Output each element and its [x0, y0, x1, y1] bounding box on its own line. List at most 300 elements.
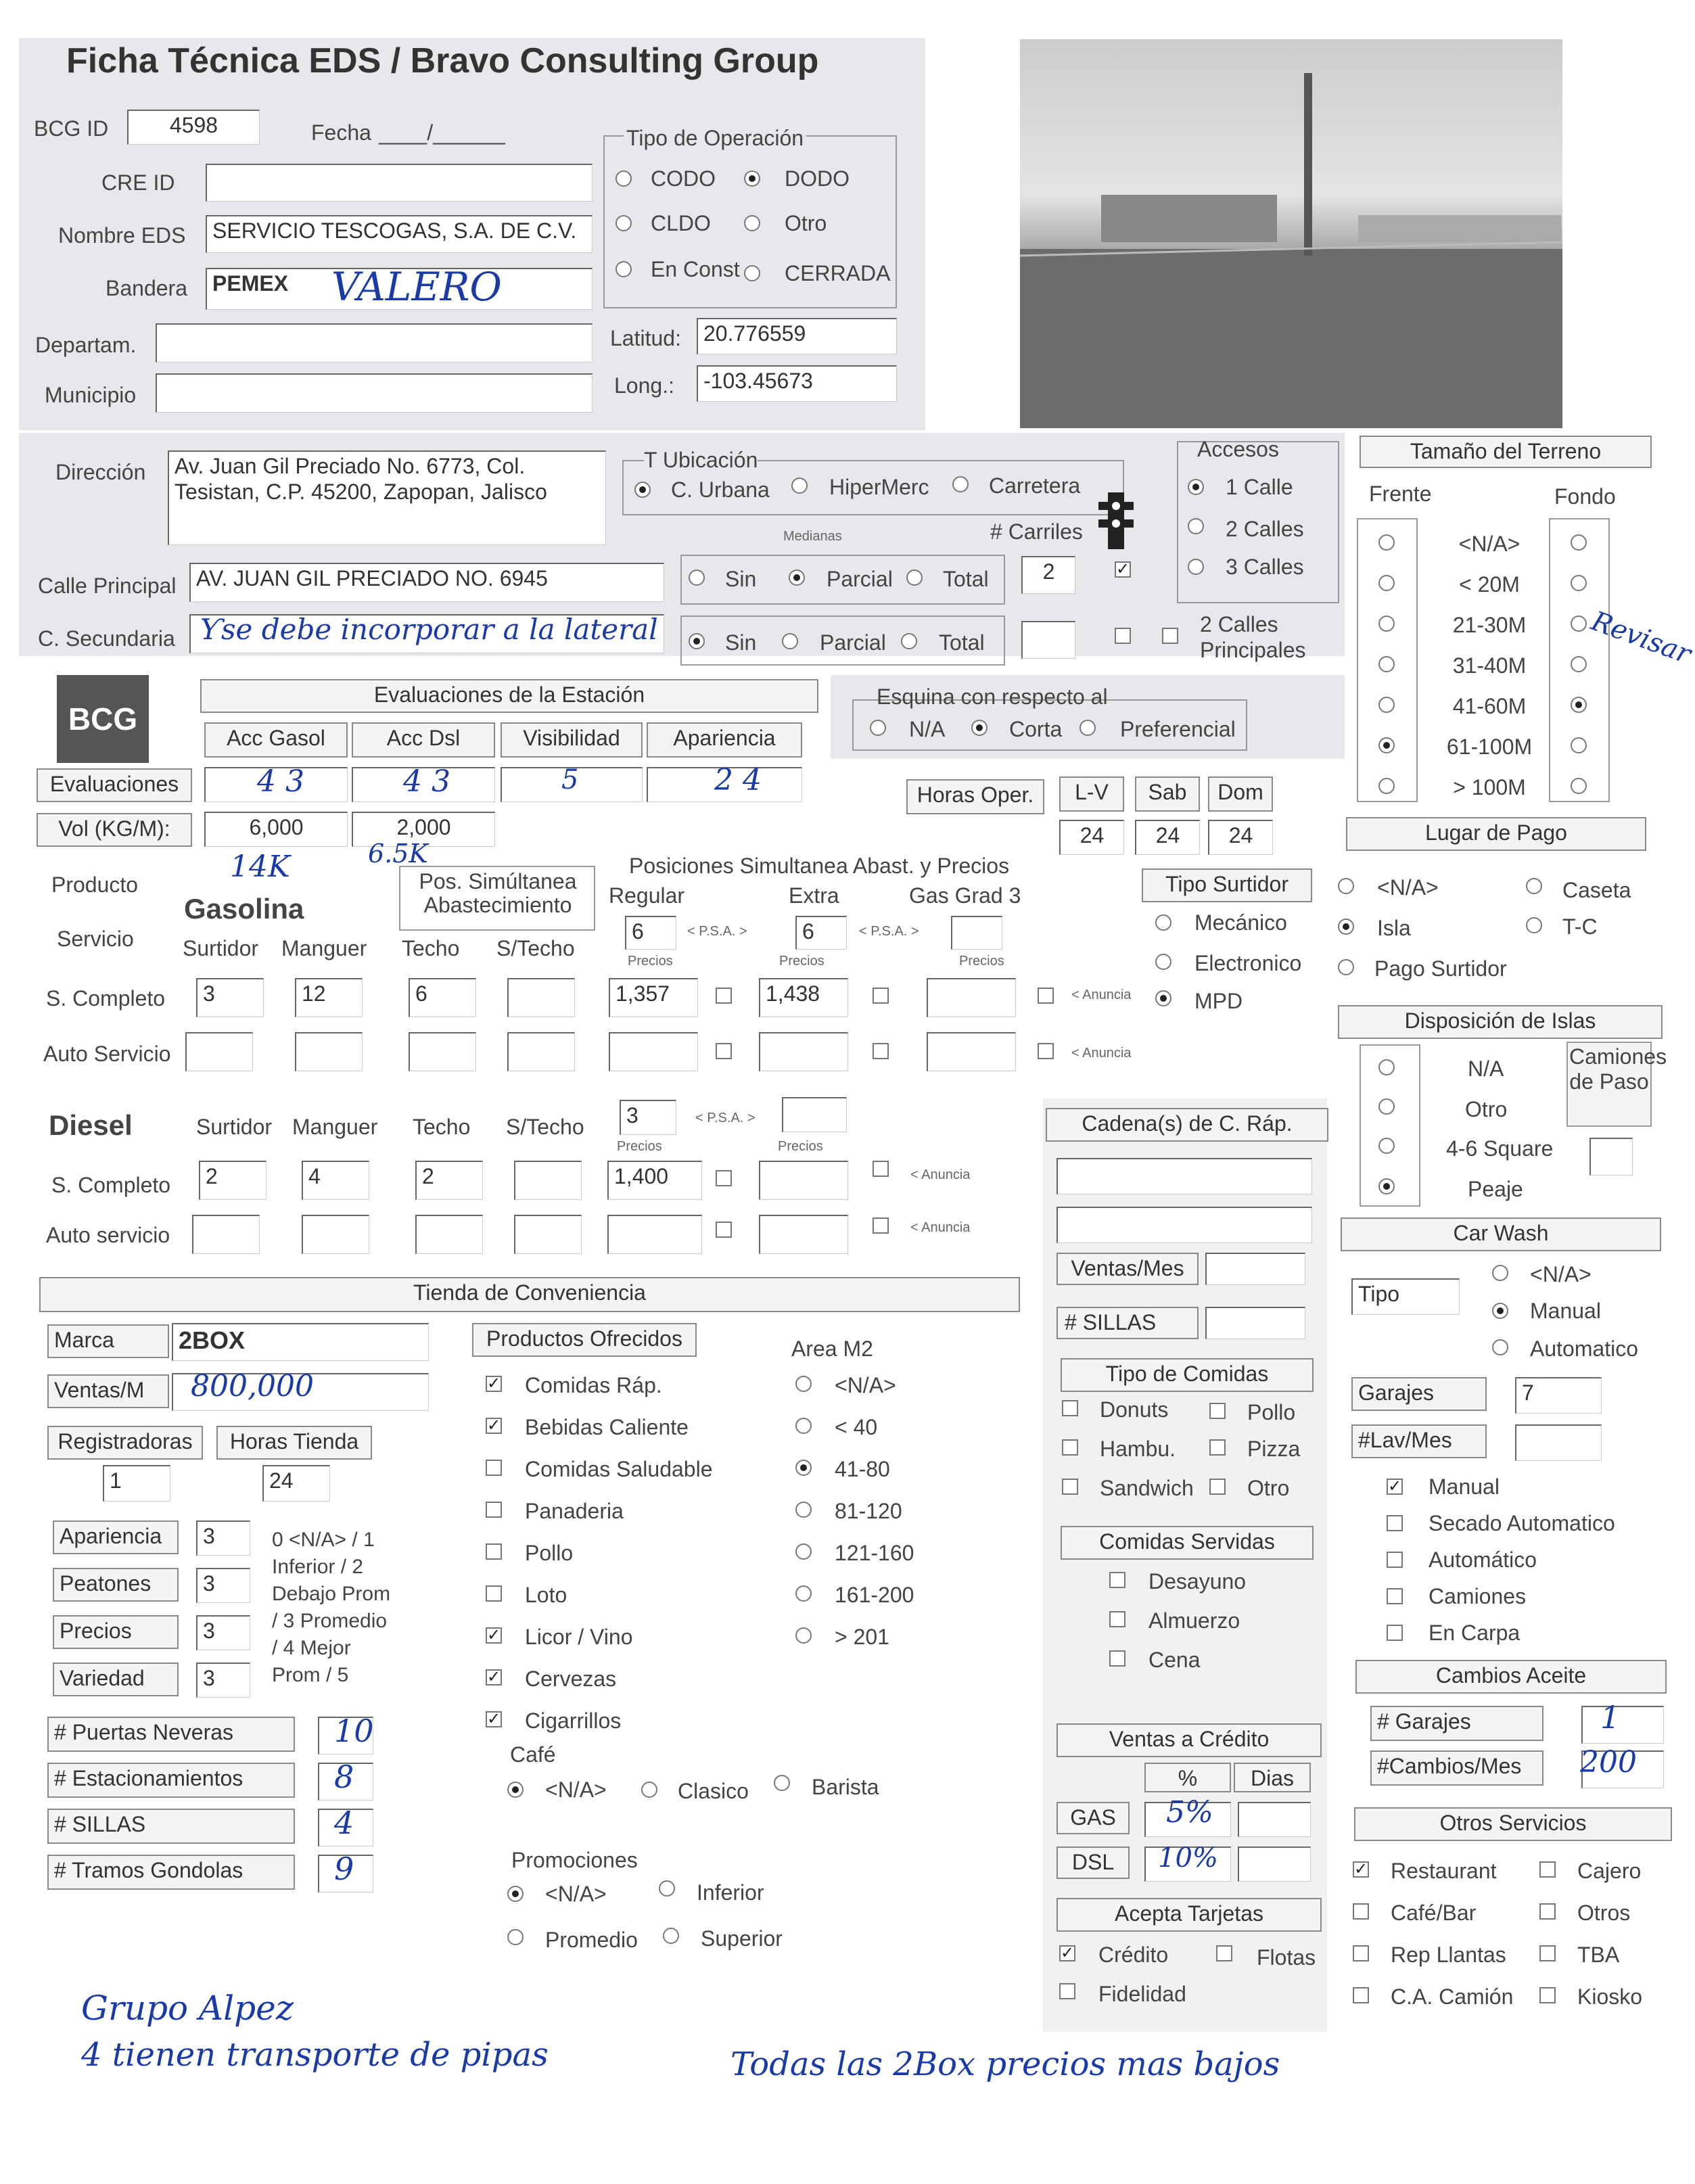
pago-isla-label: Isla — [1377, 916, 1411, 940]
cs-sin-radio[interactable] — [689, 633, 705, 649]
camiones-paso-label: Camiones de Paso — [1569, 1044, 1667, 1094]
pago-tc-radio[interactable] — [1526, 917, 1542, 933]
cs-total-radio[interactable] — [901, 633, 917, 649]
producto-panaderia-checkbox[interactable] — [486, 1502, 502, 1518]
producto-label: Panaderia — [525, 1499, 624, 1523]
gas-as-regular-price[interactable] — [609, 1032, 698, 1071]
accesos-2principales-label: 2 Calles Principales — [1200, 612, 1306, 663]
gas-sc-stecho[interactable] — [507, 978, 575, 1017]
tipo-comida-pizza-checkbox[interactable] — [1209, 1439, 1226, 1456]
vol-diesel-note: 6.5K — [368, 839, 428, 868]
dsl-as-price2[interactable] — [759, 1215, 848, 1254]
fondo-radio-21-30m[interactable] — [1571, 615, 1587, 632]
rating-scale-line: Debajo Prom — [272, 1583, 391, 1605]
eval-col-accgasol: Acc Gasol — [204, 722, 348, 758]
otros-item-label: Restaurant — [1391, 1859, 1497, 1883]
gasolina-title: Gasolina — [184, 893, 304, 925]
credito-gas-dias[interactable] — [1238, 1802, 1311, 1837]
promo-na-radio[interactable] — [507, 1886, 524, 1902]
dsl-as-manguer[interactable] — [302, 1215, 369, 1254]
accesos-label: Accesos — [1197, 437, 1279, 461]
esquina-preferencial-label: Preferencial — [1120, 717, 1236, 741]
count-hand-value: 4 — [334, 1805, 354, 1841]
ubicacion-carretera-radio[interactable] — [952, 476, 969, 492]
islas-square-radio[interactable] — [1378, 1138, 1395, 1154]
producto-licor-vino-checkbox[interactable]: ✓ — [487, 1626, 501, 1644]
area-161-200-radio[interactable] — [795, 1585, 812, 1602]
gas-sc-surtidor[interactable]: 3 — [196, 978, 264, 1017]
otros-caf-bar-checkbox[interactable] — [1353, 1903, 1369, 1920]
accesos-2calles-label: 2 Calles — [1226, 517, 1304, 541]
car-wash-header: Car Wash — [1341, 1217, 1661, 1251]
pago-caseta-radio[interactable] — [1526, 878, 1542, 894]
comida-servida-label: Cena — [1148, 1648, 1201, 1672]
count-label: # Estacionamientos — [47, 1763, 295, 1798]
rating-scale-line: / 3 Promedio — [272, 1610, 388, 1632]
islas-otro-radio[interactable] — [1378, 1098, 1395, 1115]
surtidor-electronico-radio[interactable] — [1155, 954, 1171, 970]
aceite-cambios-label: #Cambios/Mes — [1370, 1750, 1543, 1786]
gas-sc-regular-anuncia[interactable] — [716, 988, 732, 1004]
vol-gasolina-field[interactable]: 6,000 — [204, 812, 348, 847]
tarjeta-credito-label: Crédito — [1098, 1943, 1169, 1967]
pago-na-radio[interactable] — [1338, 878, 1354, 894]
cs-parcial-label: Parcial — [820, 630, 886, 655]
islas-otro-label: Otro — [1465, 1097, 1508, 1121]
gas-as-extra-anuncia[interactable] — [873, 1043, 889, 1059]
regular-pos-field[interactable]: 6 — [625, 916, 676, 950]
operacion-label: Tipo de Operación — [624, 126, 806, 151]
horas-tienda-field[interactable]: 24 — [262, 1465, 330, 1502]
comida-servida-almuerzo-checkbox[interactable] — [1109, 1611, 1125, 1627]
frente-radio-31-40m[interactable] — [1378, 656, 1395, 672]
gas-sc-grad3-price[interactable] — [927, 978, 1016, 1017]
vol-row-label: Vol (KG/M): — [37, 813, 192, 847]
credito-dsl-pct-hand: 10% — [1158, 1842, 1218, 1874]
tipo-comidas-header: Tipo de Comidas — [1061, 1358, 1314, 1392]
grad3-pos-field[interactable] — [951, 916, 1002, 950]
carriles-label: # Carriles — [990, 519, 1083, 544]
rating-label: Precios — [53, 1615, 179, 1649]
horas-sab-field[interactable]: 24 — [1135, 820, 1200, 855]
cp-parcial-label: Parcial — [827, 567, 893, 591]
dsl-as-anuncia2[interactable] — [873, 1217, 889, 1234]
terreno-row-label: 31-40M — [1452, 653, 1527, 678]
cw-manual-label: Manual — [1530, 1299, 1601, 1323]
departam-label: Departam. — [35, 333, 137, 357]
cw-na-radio[interactable] — [1492, 1265, 1508, 1281]
eval-col-accdsl: Acc Dsl — [352, 722, 495, 758]
producto-bebidas-caliente-checkbox[interactable]: ✓ — [487, 1416, 501, 1435]
op-codo-radio[interactable] — [616, 170, 632, 187]
accesos-1calle-radio[interactable] — [1188, 479, 1204, 495]
rating-precios-field[interactable]: 3 — [196, 1615, 250, 1650]
esquina-corta-label: Corta — [1009, 717, 1063, 741]
cw-lav-field[interactable] — [1515, 1424, 1602, 1461]
surtidor-mpd-label: MPD — [1194, 989, 1243, 1013]
gas-sc-extra-anuncia[interactable] — [873, 988, 889, 1004]
gas-as-anuncia-label: < Anuncia — [1071, 1046, 1132, 1061]
registradoras-field[interactable]: 1 — [103, 1465, 170, 1502]
dsl-sc-price2[interactable] — [759, 1161, 848, 1200]
otros-cajero-checkbox[interactable] — [1539, 1861, 1556, 1878]
departam-field[interactable] — [156, 323, 593, 363]
rating-scale-line: Prom / 5 — [272, 1664, 349, 1686]
gas-sc-manguer[interactable]: 12 — [295, 978, 363, 1017]
cw-automatico-label: Automatico — [1530, 1337, 1639, 1361]
frente-label: Frente — [1369, 482, 1432, 506]
pago-surtidor-radio[interactable] — [1338, 959, 1354, 975]
cafe-barista-radio[interactable] — [774, 1775, 790, 1791]
extra-pos-field[interactable]: 6 — [795, 916, 847, 950]
count-label: # SILLAS — [47, 1809, 295, 1844]
tarjeta-fidelidad-checkbox[interactable] — [1059, 1983, 1075, 1999]
bcg-id-field[interactable]: 4598 — [127, 110, 260, 145]
tarjeta-flotas-checkbox[interactable] — [1216, 1945, 1232, 1961]
gas-as-techo[interactable] — [409, 1032, 476, 1071]
cadena-ventas-label: Ventas/Mes — [1057, 1253, 1199, 1285]
promo-inferior-radio[interactable] — [659, 1880, 675, 1897]
otros-tba-checkbox[interactable] — [1539, 1945, 1556, 1961]
gas-col-stecho: S/Techo — [496, 936, 575, 960]
horas-tienda-label: Horas Tienda — [216, 1426, 372, 1460]
aceite-cambios-hand: 200 — [1580, 1745, 1637, 1780]
fecha-value[interactable]: ____/______ — [379, 120, 505, 145]
tipo-comida-pollo-checkbox[interactable] — [1209, 1403, 1226, 1419]
cw-check-label: En Carpa — [1429, 1621, 1520, 1645]
rating-variedad-field[interactable]: 3 — [196, 1663, 250, 1698]
dsl-col-stecho: S/Techo — [506, 1115, 584, 1139]
cp-parcial-radio[interactable] — [789, 570, 805, 586]
dsl-sc-anuncia2[interactable] — [873, 1161, 889, 1177]
op-cerrada-label: CERRADA — [785, 261, 891, 285]
area-201-radio[interactable] — [795, 1627, 812, 1644]
bandera-label: Bandera — [106, 276, 187, 300]
direccion-field[interactable] — [168, 450, 606, 545]
dsl-sc-stecho[interactable] — [514, 1161, 582, 1200]
dsl-col-surtidor: Surtidor — [196, 1115, 273, 1139]
esquina-corta-radio[interactable] — [971, 720, 988, 736]
diesel-title: Diesel — [49, 1109, 133, 1141]
area-option-label: 121-160 — [835, 1541, 914, 1565]
dsl-pos-field[interactable]: 3 — [620, 1100, 676, 1135]
tipo-comida-label: Otro — [1247, 1476, 1290, 1500]
tipo-comida-donuts-checkbox[interactable] — [1062, 1400, 1078, 1416]
tarjeta-fidelidad-label: Fidelidad — [1098, 1982, 1186, 2006]
horas-lv-field[interactable]: 24 — [1059, 820, 1124, 855]
otros-item-label: Rep Llantas — [1391, 1943, 1506, 1967]
registradoras-label: Registradoras — [47, 1426, 203, 1460]
carriles-secundaria-field[interactable] — [1021, 621, 1075, 659]
ubicacion-hipermerc-radio[interactable] — [791, 478, 808, 494]
accesos-2calles-radio[interactable] — [1188, 518, 1204, 534]
count-hand-value: 9 — [334, 1851, 354, 1887]
surtidor-mecanico-label: Mecánico — [1194, 910, 1287, 935]
op-cerrada-radio[interactable] — [744, 265, 760, 281]
extra-precios-label: Precios — [779, 954, 825, 969]
tipo-comida-hambu-checkbox[interactable] — [1062, 1439, 1078, 1456]
otros-c-a-cami-n-checkbox[interactable] — [1353, 1987, 1369, 2003]
grade-grad3-label: Gas Grad 3 — [909, 883, 1021, 908]
promo-na-label: <N/A> — [545, 1882, 607, 1906]
terreno-row-label: < 20M — [1459, 572, 1520, 597]
frente-radio-41-60m[interactable] — [1378, 697, 1395, 713]
fondo-radio-100m[interactable] — [1571, 778, 1587, 794]
credito-dsl-dias[interactable] — [1238, 1846, 1311, 1882]
cadena-ventas-field[interactable] — [1205, 1253, 1305, 1285]
area-option-label: < 40 — [835, 1415, 878, 1439]
cw-check-secado-automatico[interactable] — [1387, 1515, 1403, 1531]
dsl-as-anuncia1[interactable] — [716, 1222, 732, 1238]
dsl-as-stecho[interactable] — [514, 1215, 582, 1254]
otros-kiosko-checkbox[interactable] — [1539, 1987, 1556, 2003]
semaforo-checkbox[interactable]: ✓ — [1116, 560, 1130, 578]
tipo-comida-sandwich-checkbox[interactable] — [1062, 1479, 1078, 1495]
count-label: # Tramos Gondolas — [47, 1855, 295, 1890]
municipio-field[interactable] — [156, 373, 593, 413]
dsl-as-price[interactable] — [607, 1215, 702, 1254]
dsl-precios2-label: Precios — [778, 1139, 823, 1154]
nombre-field[interactable]: SERVICIO TESCOGAS, S.A. DE C.V. — [206, 215, 593, 253]
producto-label: Comidas Ráp. — [525, 1373, 662, 1397]
promo-superior-radio[interactable] — [663, 1928, 679, 1944]
rating-apariencia-field[interactable]: 3 — [196, 1520, 250, 1556]
terreno-row-label: > 100M — [1453, 775, 1526, 799]
dos-principales-checkbox[interactable] — [1162, 628, 1178, 644]
extra-psa: < P.S.A. > — [859, 924, 919, 939]
pago-isla-radio[interactable] — [1338, 919, 1354, 935]
dsl-as-techo[interactable] — [415, 1215, 483, 1254]
producto-cigarrillos-checkbox[interactable]: ✓ — [487, 1710, 501, 1728]
horas-oper-label: Horas Oper. — [906, 779, 1044, 814]
otros-rep-llantas-checkbox[interactable] — [1353, 1945, 1369, 1961]
fondo-radio-n-a[interactable] — [1571, 534, 1587, 551]
gas-sc-regular-price[interactable]: 1,357 — [609, 978, 698, 1017]
dsl-sc-anuncia1[interactable] — [716, 1170, 732, 1186]
tarjeta-credito-checkbox[interactable]: ✓ — [1061, 1944, 1075, 1962]
op-dodo-radio[interactable] — [744, 170, 760, 187]
calle-principal-field[interactable]: AV. JUAN GIL PRECIADO NO. 6945 — [189, 563, 664, 602]
terreno-header: Tamaño del Terreno — [1360, 436, 1652, 468]
producto-comidas-saludable-checkbox[interactable] — [486, 1460, 502, 1476]
cre-label: CRE ID — [101, 170, 175, 195]
dsl-sc-surtidor[interactable]: 2 — [199, 1161, 266, 1200]
fecha-label: Fecha — [311, 120, 371, 145]
surtidor-mpd-radio[interactable] — [1155, 990, 1171, 1006]
op-cldo-radio[interactable] — [616, 215, 632, 231]
latitud-field[interactable]: 20.776559 — [697, 318, 897, 354]
comida-servida-cena-checkbox[interactable] — [1109, 1650, 1125, 1667]
cw-manual-radio[interactable] — [1492, 1303, 1508, 1319]
otros-item-label: Kiosko — [1577, 1984, 1643, 2009]
producto-label: Producto — [51, 873, 139, 897]
esquina-preferencial-radio[interactable] — [1079, 720, 1096, 736]
cp-sin-label: Sin — [725, 567, 757, 591]
area-option-label: 161-200 — [835, 1583, 914, 1607]
disp-islas-header: Disposición de Islas — [1338, 1005, 1663, 1039]
dsl-sc-price[interactable]: 1,400 — [607, 1161, 702, 1200]
tarjeta-flotas-label: Flotas — [1257, 1945, 1316, 1970]
cw-check-autom-tico[interactable] — [1387, 1552, 1403, 1568]
esquina-na-radio[interactable] — [870, 720, 886, 736]
cw-check-label: Automático — [1429, 1548, 1537, 1572]
gas-sc-extra-price[interactable]: 1,438 — [759, 978, 848, 1017]
comida-servida-desayuno-checkbox[interactable] — [1109, 1572, 1125, 1588]
frente-radio-61-100m[interactable] — [1378, 737, 1395, 753]
cs-total-label: Total — [939, 630, 985, 655]
bandera-field[interactable]: PEMEX — [206, 268, 593, 310]
gas-sc-techo[interactable]: 6 — [409, 978, 476, 1017]
traffic-light-icon — [1096, 492, 1136, 549]
tienda-marca-field[interactable]: 2BOX — [172, 1323, 429, 1361]
dsl-pos2-field[interactable] — [782, 1097, 847, 1132]
gas-as-manguer[interactable] — [295, 1032, 363, 1071]
gas-col-surtidor: Surtidor — [183, 936, 259, 960]
op-dodo-label: DODO — [785, 166, 850, 191]
ubicacion-hipermerc-label: HiperMerc — [829, 475, 929, 499]
op-enconst-radio[interactable] — [616, 261, 632, 277]
islas-peaje-radio[interactable] — [1378, 1178, 1395, 1194]
op-otro-radio[interactable] — [744, 215, 760, 231]
horas-dom-label: Dom — [1208, 776, 1273, 812]
dsl-as-surtidor[interactable] — [192, 1215, 260, 1254]
eval-apariencia-hand: 2 4 — [714, 763, 762, 797]
nombre-label: Nombre EDS — [58, 223, 186, 248]
carriles-field[interactable]: 2 — [1021, 556, 1075, 594]
accesos-3calles-radio[interactable] — [1188, 559, 1204, 575]
gas-as-grad3-anuncia[interactable] — [1038, 1043, 1054, 1059]
gas-as-surtidor[interactable] — [185, 1032, 253, 1071]
tienda-header: Tienda de Conveniencia — [39, 1277, 1020, 1312]
aceite-header: Cambios Aceite — [1355, 1660, 1667, 1694]
cp-sin-radio[interactable] — [689, 570, 705, 586]
cp-total-radio[interactable] — [906, 570, 923, 586]
cs-parcial-radio[interactable] — [782, 633, 798, 649]
gas-as-stecho[interactable] — [507, 1032, 575, 1071]
station-photo-svg — [1020, 39, 1562, 428]
car-wash-tipo-label: Tipo — [1351, 1278, 1460, 1315]
gas-as-grad3-price[interactable] — [927, 1032, 1016, 1071]
frente-radio-100m[interactable] — [1378, 778, 1395, 794]
cw-check-camiones[interactable] — [1387, 1588, 1403, 1604]
eval-col-apariencia: Apariencia — [647, 722, 802, 758]
horas-dom-field[interactable]: 24 — [1208, 820, 1273, 855]
esquina-label: Esquina con respecto al — [877, 684, 1108, 709]
grade-regular-label: Regular — [609, 883, 685, 908]
promo-promedio-radio[interactable] — [507, 1929, 524, 1945]
rating-label: Variedad — [53, 1663, 179, 1696]
surtidor-mecanico-radio[interactable] — [1155, 914, 1171, 931]
ubicacion-urbana-radio[interactable] — [634, 482, 651, 498]
producto-label: Cigarrillos — [525, 1709, 622, 1733]
terreno-row-label: 41-60M — [1452, 694, 1527, 718]
fondo-radio-41-60m[interactable] — [1571, 697, 1587, 713]
gas-as-regular-anuncia[interactable] — [716, 1043, 732, 1059]
op-enconst-label: En Const — [651, 257, 740, 281]
otros-item-label: Café/Bar — [1391, 1901, 1477, 1925]
area-41-80-radio[interactable] — [795, 1460, 812, 1476]
comida-servida-label: Desayuno — [1148, 1569, 1247, 1594]
fondo-label: Fondo — [1554, 484, 1616, 509]
otros-header: Otros Servicios — [1354, 1807, 1672, 1841]
tipo-comida-otro-checkbox[interactable] — [1209, 1479, 1226, 1495]
producto-cervezas-checkbox[interactable]: ✓ — [487, 1668, 501, 1686]
tipo-comida-label: Sandwich — [1100, 1476, 1194, 1500]
producto-comidas-r-p-checkbox[interactable]: ✓ — [487, 1374, 501, 1393]
area-label: Area M2 — [791, 1337, 873, 1361]
cadena-sillas-field[interactable] — [1205, 1307, 1305, 1339]
dsl-sc-manguer[interactable]: 4 — [302, 1161, 369, 1200]
producto-pollo-checkbox[interactable] — [486, 1543, 502, 1560]
semaforo-secundaria-checkbox[interactable] — [1115, 628, 1131, 644]
dsl-sc-techo[interactable]: 2 — [415, 1161, 483, 1200]
frente-radio-20m[interactable] — [1378, 575, 1395, 591]
camiones-paso-field[interactable] — [1589, 1138, 1633, 1176]
tipo-comida-label: Pollo — [1247, 1400, 1296, 1424]
cafe-clasico-label: Clasico — [678, 1779, 749, 1803]
cw-na-label: <N/A> — [1530, 1262, 1592, 1286]
longitud-field[interactable]: -103.45673 — [697, 365, 897, 402]
productos-header: Productos Ofrecidos — [472, 1323, 697, 1357]
area-81-120-radio[interactable] — [795, 1502, 812, 1518]
producto-loto-checkbox[interactable] — [486, 1585, 502, 1602]
vol-diesel-field[interactable]: 2,000 — [352, 812, 495, 847]
aceite-garajes-field[interactable] — [1581, 1706, 1664, 1744]
ubicacion-carretera-label: Carretera — [989, 473, 1081, 498]
fondo-radio-61-100m[interactable] — [1571, 737, 1587, 753]
otros-otros-checkbox[interactable] — [1539, 1903, 1556, 1920]
cw-automatico-radio[interactable] — [1492, 1339, 1508, 1355]
cafe-clasico-radio[interactable] — [641, 1782, 657, 1798]
cw-check-manual[interactable]: ✓ — [1388, 1477, 1402, 1495]
ubicacion-label: T Ubicación — [644, 448, 758, 472]
op-codo-label: CODO — [651, 166, 716, 191]
fondo-radio-31-40m[interactable] — [1571, 656, 1587, 672]
op-otro-label: Otro — [785, 211, 827, 235]
cadena-sillas-label: # SILLAS — [1057, 1307, 1199, 1339]
gas-col-manguer: Manguer — [281, 936, 367, 960]
horas-sab-label: Sab — [1135, 776, 1200, 812]
evaluaciones-row-label: Evaluaciones — [37, 768, 192, 802]
count-hand-value: 8 — [334, 1759, 354, 1795]
rating-peatones-field[interactable]: 3 — [196, 1568, 250, 1603]
otros-restaurant-checkbox[interactable]: ✓ — [1354, 1860, 1368, 1878]
cadena-field-1[interactable] — [1057, 1158, 1312, 1194]
tipo-surtidor-header: Tipo Surtidor — [1142, 868, 1312, 902]
producto-label: Comidas Saludable — [525, 1457, 713, 1481]
longitud-label: Long.: — [614, 373, 674, 398]
area-40-radio[interactable] — [795, 1418, 812, 1434]
cadena-field-2[interactable] — [1057, 1207, 1312, 1243]
frente-radio-21-30m[interactable] — [1378, 615, 1395, 632]
cafe-na-radio[interactable] — [507, 1782, 524, 1798]
surtidor-electronico-label: Electronico — [1194, 951, 1302, 975]
islas-na-radio[interactable] — [1378, 1059, 1395, 1075]
area-121-160-radio[interactable] — [795, 1543, 812, 1560]
eval-visibilidad-hand: 5 — [561, 764, 579, 795]
cw-garajes-field[interactable]: 7 — [1515, 1377, 1602, 1414]
gas-sc-grad3-anuncia[interactable] — [1038, 988, 1054, 1004]
pago-tc-label: T-C — [1562, 914, 1598, 939]
terreno-handwritten-note: Revisar — [1587, 605, 1695, 670]
otros-item-label: C.A. Camión — [1391, 1984, 1514, 2009]
area-n-a-radio[interactable] — [795, 1376, 812, 1392]
frente-radio-n-a[interactable] — [1378, 534, 1395, 551]
cw-check-en-carpa[interactable] — [1387, 1625, 1403, 1641]
fondo-radio-20m[interactable] — [1571, 575, 1587, 591]
cre-field[interactable] — [206, 164, 593, 202]
gas-as-extra-price[interactable] — [759, 1032, 848, 1071]
